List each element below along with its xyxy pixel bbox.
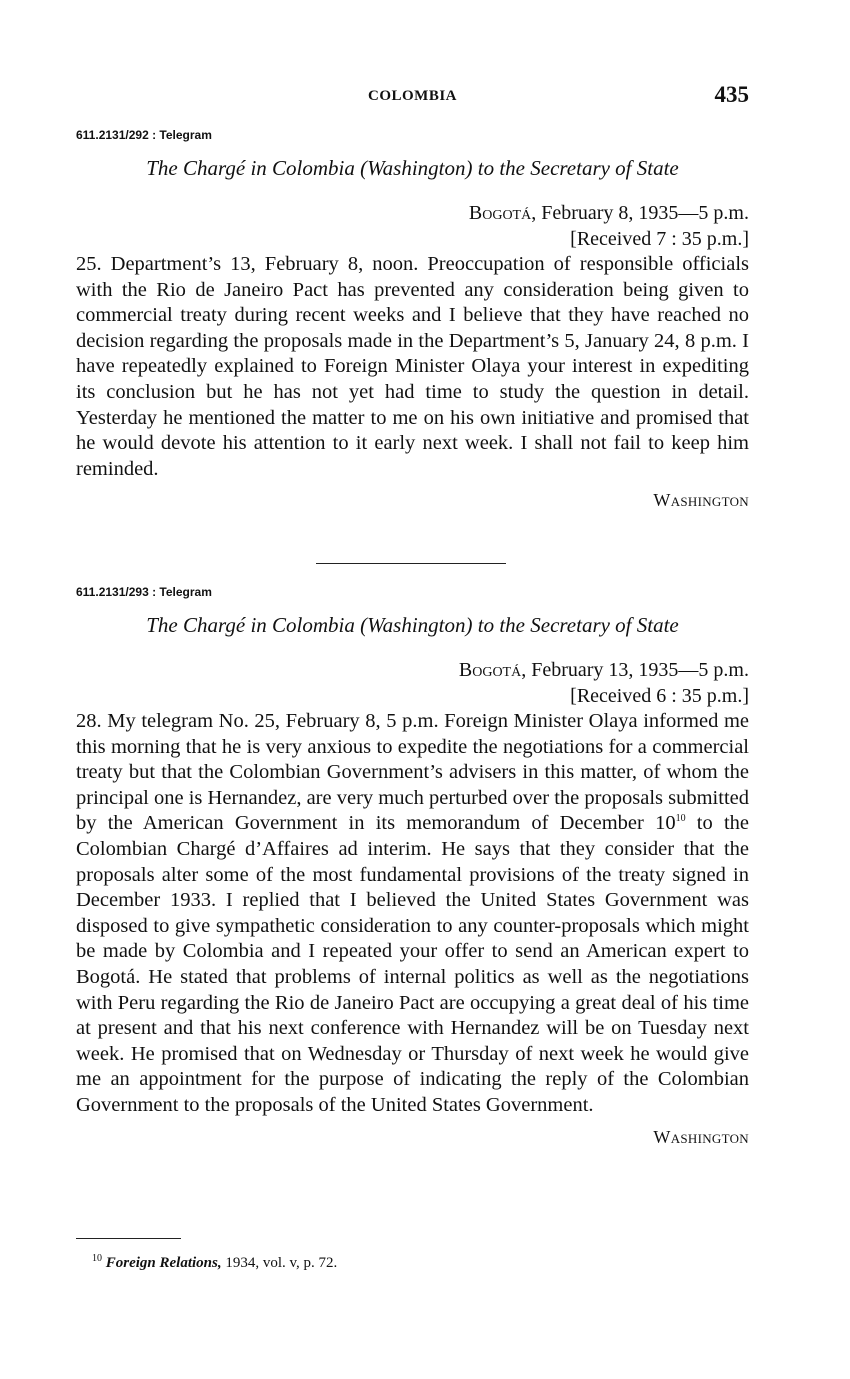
telegram-2 — [76, 585, 749, 1148]
running-head — [76, 82, 749, 112]
section-separator — [316, 563, 506, 564]
file-reference: 611.2131/293 : Telegram — [76, 585, 212, 599]
file-reference: 611.2131/292 : Telegram — [76, 128, 212, 142]
dateline-place: Bogotá, — [468, 202, 537, 224]
footnote-reference: 10 — [675, 813, 686, 825]
telegram-body: 25. Department’s 13, February 8, noon. Preoccupation of responsible officials with the Rio de Janeiro Pact has prevented any consideration being given to commercial treaty during recent weeks and I believe that they have reached no decision regarding the proposals made in the Department’s 5, January 24, 8 p.m. I have repeatedly explained to Foreign Minister Olaya your interest in expediting its conclusion but he has not yet had time to study the question in detail. Yesterday he mentioned the matter to me on his own initiative and promised that he would devote his attention to it early next week. I shall not fail to keep him reminded. — [76, 253, 749, 480]
received-note: [Received 7 : 35 p.m.] — [570, 228, 749, 250]
footnote — [92, 1255, 337, 1272]
received-note: [Received 6 : 35 p.m.] — [570, 685, 749, 707]
footnote-marker: 10 — [92, 1253, 102, 1264]
dateline — [76, 200, 749, 226]
footnote-rule — [76, 1238, 181, 1239]
signature: Washington — [653, 490, 749, 511]
dateline-date: February 8, 1935—5 p.m. — [541, 202, 749, 224]
telegram-1 — [76, 128, 749, 511]
dateline-place: Bogotá, — [458, 659, 527, 681]
footnote-title: Foreign Relations, — [105, 1255, 222, 1271]
document-heading: The Chargé in Colombia (Washington) to the Secretary of State — [146, 613, 679, 637]
body-part-1: 28. My telegram No. 25, February 8, 5 p.m. Foreign Minister Olaya informed me this morning that he is very anxious to expedite the negotiations for a commercial treaty but that the Colombian Government’s advisers in this matter, of whom the principal one is Hernandez, are very much perturbed over the proposals submitted by the American Government in its memorandum of December 10 — [76, 710, 749, 835]
dateline — [76, 657, 749, 683]
body-part-2: to the Colombian Chargé d’Affaires ad interim. He says that they consider that the proposals alter some of the most fundamental provisions of the treaty signed in December 1933. I replied that I believed the United States Government was disposed to give sympathetic consideration to any counter-proposals which might be made by Colombia and I repeated your offer to send an American expert to Bogotá. He stated that problems of internal politics as well as the negotiations with Peru regarding the Rio de Janeiro Pact are occupying a great deal of his time at present and that his next conference with Hernandez will be on Tuesday next week. He promised that on Wednesday or Thursday of next week he would give me an appointment for the purpose of indicating the reply of the Colombian Government to the proposals of the United States Government. — [76, 812, 749, 1116]
running-title: COLOMBIA — [367, 88, 457, 104]
document-heading: The Chargé in Colombia (Washington) to the Secretary of State — [146, 156, 679, 180]
signature: Washington — [653, 1126, 749, 1147]
page-number: 435 — [714, 82, 749, 107]
dateline-date: February 13, 1935—5 p.m. — [531, 659, 749, 681]
footnote-citation: 1934, vol. v, p. 72. — [221, 1255, 338, 1271]
telegram-body — [76, 709, 749, 1119]
